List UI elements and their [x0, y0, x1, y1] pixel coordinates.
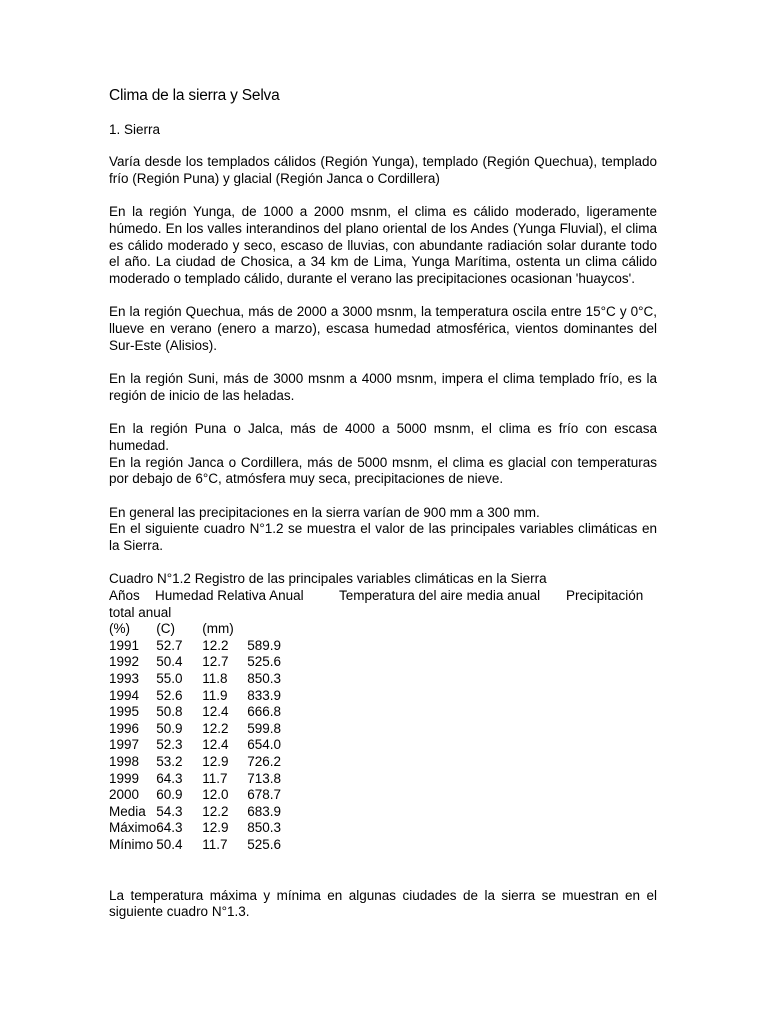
table-cell: 525.6 [247, 654, 282, 670]
table-row [109, 688, 307, 705]
table-cell: Mínimo [109, 836, 154, 852]
table-cell: 64.3 [156, 820, 183, 836]
page-title: Clima de la sierra y Selva [109, 87, 280, 104]
header-precipitation: Precipitación [566, 588, 644, 604]
paragraph-final: La temperatura máxima y mínima en algunas ciudades de la sierra se muestran en el siguiente cuadro N°1.3. [109, 887, 657, 920]
table-cell: 833.9 [247, 687, 282, 703]
table-row [109, 654, 307, 671]
table-row [109, 804, 307, 821]
table-cell: 64.3 [156, 770, 183, 786]
table-units-row [109, 621, 307, 638]
table-cell: Máximo [109, 820, 157, 836]
paragraph-janca: En la región Janca o Cordillera, más de 5000 msnm, el clima es glacial con temperaturas por debajo de 6°C, atmósfera muy seca, precipitaciones de nieve. [109, 454, 657, 487]
table-cell: 683.9 [247, 803, 282, 819]
table-row [109, 820, 307, 837]
table-cell: 713.8 [247, 770, 282, 786]
table-row [109, 704, 307, 721]
table-cell: 1996 [109, 720, 140, 736]
table-cell: 1992 [109, 654, 140, 670]
table-cell: Media [109, 803, 146, 819]
table-cell: 11.9 [202, 687, 228, 703]
table-cell: 50.8 [156, 704, 183, 720]
table-row [109, 771, 307, 788]
table-cell: 850.3 [247, 820, 282, 836]
table-cell: 11.7 [202, 770, 228, 786]
table-cell: 12.7 [202, 654, 229, 670]
table-cell: 850.3 [247, 671, 282, 687]
table-cell: 1993 [109, 671, 140, 687]
document-content [109, 88, 657, 921]
table-cell: 654.0 [247, 737, 282, 753]
table-row [109, 721, 307, 738]
unit-cell [247, 621, 307, 638]
table-cell: 60.9 [156, 787, 183, 803]
header-temperature: Temperatura del aire media anual [339, 588, 541, 604]
paragraph-table-intro: En el siguiente cuadro N°1.2 se muestra el valor de las principales variables climáticas en la Sierra. [109, 521, 657, 553]
table-cell: 52.3 [156, 737, 183, 753]
header-precipitation-cont: total anual [109, 604, 172, 620]
table-row [109, 638, 307, 655]
table-cell: 12.9 [202, 820, 229, 836]
table-cell: 589.9 [247, 637, 282, 653]
table-row [109, 787, 307, 804]
table-cell: 55.0 [156, 671, 183, 687]
paragraph-suni: En la región Suni, más de 3000 msnm a 4000 msnm, impera el clima templado frío, es la región de inicio de las heladas. [109, 371, 657, 403]
paragraph-precipitation: En general las precipitaciones en la sierra varían de 900 mm a 300 mm. [109, 504, 540, 520]
table-row [109, 754, 307, 771]
unit-cell: (%) [109, 621, 130, 637]
table-cell: 12.4 [202, 737, 229, 753]
paragraph-yunga: En la región Yunga, de 1000 a 2000 msnm, el clima es cálido moderado, ligeramente húmedo. En los valles interandinos del plano oriental de los Andes (Yunga Fluvial), el clima es cálido moderado y seco, escaso de lluvias, con abundante radiación solar durante todo el año. La ciudad de Chosica, a 34 km de Lima, Yunga Marítima, ostenta un clima cálido moderado o templado cálido, durante el verano las precipitaciones ocasionan 'huaycos'. [109, 204, 657, 286]
table-cell: 1995 [109, 704, 140, 720]
table-cell: 12.2 [202, 720, 229, 736]
table-cell: 1998 [109, 754, 140, 769]
table-cell: 666.8 [247, 704, 282, 720]
table-cell: 12.2 [202, 803, 229, 819]
unit-cell: (C) [156, 621, 176, 637]
header-humidity: Humedad Relativa Anual [155, 588, 304, 604]
table-cell: 52.7 [156, 637, 183, 653]
table-cell: 525.6 [247, 836, 282, 852]
table-cell: 12.2 [202, 637, 229, 653]
table-cell: 52.6 [156, 687, 183, 703]
table-row [109, 737, 307, 754]
table-cell: 599.8 [247, 720, 282, 736]
paragraph-puna: En la región Puna o Jalca, más de 4000 a 5000 msnm, el clima es frío con escasa humedad. [109, 421, 657, 453]
table-cell: 54.3 [156, 803, 183, 819]
table-cell: 11.7 [202, 836, 228, 852]
header-years: Años [109, 588, 140, 604]
table-cell: 12.4 [202, 704, 229, 720]
table-cell: 12.0 [202, 787, 229, 803]
table-caption: Cuadro N°1.2 Registro de las principales variables climáticas en la Sierra [109, 571, 547, 587]
table-cell: 678.7 [247, 787, 282, 803]
table-cell: 1999 [109, 770, 140, 786]
table-cell: 12.9 [202, 754, 229, 769]
climate-table [109, 621, 307, 853]
table-cell: 2000 [109, 787, 140, 803]
table-row [109, 671, 307, 688]
unit-cell: (mm) [202, 621, 234, 637]
table-cell: 53.2 [156, 754, 183, 769]
table-cell: 50.9 [156, 720, 183, 736]
table-cell: 1991 [109, 637, 140, 653]
table-cell: 50.4 [156, 836, 183, 852]
table-cell: 1994 [109, 687, 140, 703]
paragraph-quechua: En la región Quechua, más de 2000 a 3000 msnm, la temperatura oscila entre 15°C y 0°C, llueve en verano (enero a marzo), escasa humedad atmosférica, vientos dominantes del Sur-Este (Alisios). [109, 304, 657, 353]
paragraph-intro: Varía desde los templados cálidos (Región Yunga), templado (Región Quechua), templado frío (Región Puna) y glacial (Región Janca o Cordillera) [109, 154, 657, 186]
table-cell: 50.4 [156, 654, 183, 670]
table-cell: 11.8 [202, 671, 228, 687]
section-heading: 1. Sierra [109, 121, 161, 137]
table-cell: 726.2 [247, 754, 282, 769]
table-row [109, 837, 307, 854]
table-header [109, 588, 657, 605]
table-cell: 1997 [109, 737, 140, 753]
